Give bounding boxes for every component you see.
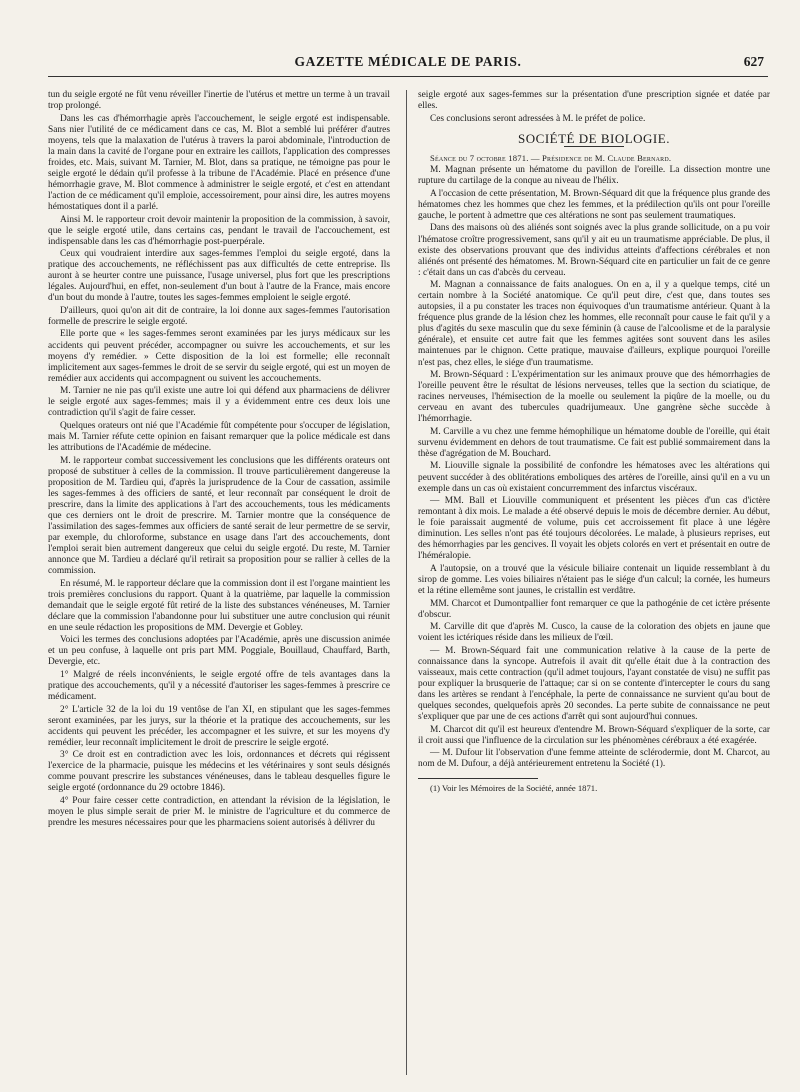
paragraph: M. Tarnier ne nie pas qu'il existe une autre loi qui défend aux pharmaciens de délivrer le seigle ergoté aux sages-femmes; mais il y a évidemment entre ces deux lois une contradiction qu'il s'agit de faire cesser. — [48, 386, 390, 419]
paragraph: 1° Malgré de réels inconvénients, le seigle ergoté offre de tels avantages dans la pratique des accouchements, qu'il y a nécessité d'autoriser les sages-femmes à prescrire ce médicament. — [48, 669, 390, 702]
seance-line: Séance du 7 octobre 1871. — Présidence de M. Claude Bernard. — [430, 152, 672, 163]
paragraph: — M. Dufour lit l'observation d'une femme atteinte de sclérodermie, dont M. Charcot, au nom de M. Dufour, a déjà antérieurement entretenu la Société (1). — [418, 748, 770, 770]
paragraph: En résumé, M. le rapporteur déclare que la commission dont il est l'organe maintient les trois premières conclusions du rapport. Quant à la quatrième, par laquelle la commission demandait que le seigle ergoté fût retiré de la liste des substances vénéneuses, M. Tarnier déclare que la commission l'abandonne pour lui substituer une autre conclusion qui réunit en une seule rédaction les propositions de MM. Devergie et Gobley. — [48, 578, 390, 633]
paragraph: M. Carville a vu chez une femme hémophilique un hématome double de l'oreille, qui était survenu évidemment en dehors de tout traumatisme. Ce fait est publié sommairement dans la thèse d'agrégation de M. Bouchard. — [418, 426, 770, 459]
section-rule — [564, 146, 624, 147]
left-column — [48, 90, 390, 1080]
paragraph: M. Magnan présente un hématome du pavillon de l'oreille. La dissection montre une rupture du cartilage de la conque au niveau de l'hélix. — [418, 165, 770, 187]
paragraph: Quelques orateurs ont nié que l'Académie fût compétente pour s'occuper de législation, mais M. Tarnier réfute cette opinion en faisant remarquer que la police médicale est dans les attributions de l'Académie de médecine. — [48, 420, 390, 453]
paragraph: MM. Charcot et Dumontpallier font remarquer ce que la pathogénie de cet ictère présente d'obscur. — [418, 598, 770, 620]
paragraph: Ces conclusions seront adressées à M. le préfet de police. — [430, 113, 646, 124]
paragraph: — MM. Ball et Liouville communiquent et présentent les pièces d'un cas d'ictère remontant à dix mois. Le malade a été observé depuis le mois de décembre dernier. Au début, le foie paraissait augmenté de volume, puis cet accroissement fit place à une légère diminution. Les selles n'ont pas été toujours décolorées. Le malade, à plusieurs reprises, eut des hémorrhagies par les gencives. Il voyait les objets colorés en vert et présentait en outre de l'héméralopie. — [418, 496, 770, 562]
paragraph: tun du seigle ergoté ne fût venu réveiller l'inertie de l'utérus et mettre un terme à un travail trop prolongé. — [48, 90, 390, 112]
paragraph: M. le rapporteur combat successivement les conclusions que les différents orateurs ont proposé de substituer à celles de la commission. Il trouve particulièrement dangereuse la proposition de M. Tardieu qui, d'après la jurisprudence de la Cour de cassation, assimile les sages-femmes à des officiers de santé, et leur reconnaît par conséquent le droit de prescrire, dans la limite des applications à l'art des accouchements, tous les médicaments que ces derniers ont le droit de prescrire. M. Tarnier montre que la conséquence de l'assimilation des sages-femmes aux officiers de santé serait de leur permettre de se servir, par exemple, du chloroforme, substance en usage dans l'art des accouchements, dont l'emploi serait bien autrement dangereux que celui du seigle ergoté. Du reste, M. Tarnier annonce que M. Tardieu a déclaré qu'il retirait sa proposition pour se rallier à celles de la commission. — [48, 455, 390, 576]
footnote: (1) Voir les Mémoires de la Société, année 1871. — [430, 783, 598, 794]
paragraph: A l'autopsie, on a trouvé que la vésicule biliaire contenait un liquide ressemblant à du sirop de gomme. Les voies biliaires n'étaient pas le siége d'un calcul; la cornée, les humeurs et la rétine ellemême sont jaunes, le cristallin est verdâtre. — [418, 563, 770, 596]
paragraph: Elle porte que « les sages-femmes seront examinées par les jurys médicaux sur les accidents qui peuvent précéder, accompagner ou suivre les accouchements, et sur les moyens d'y remédier. » Cette disposition de la loi est formelle; elle reconnaît implicitement aux sages-femmes le droit de se servir du seigle ergoté, qui est un moyen de remédier aux accidents qui accompagnent ou suivent les accouchements. — [48, 329, 390, 384]
paragraph: M. Liouville signale la possibilité de confondre les hématoses avec les altérations qui peuvent succéder à des oblitérations emboliques des artères de l'oreille, ainsi qu'il en a vu un exemple dans un cas où existaient concurremment des infarctus viscéraux. — [418, 461, 770, 494]
page-header — [48, 54, 768, 77]
paragraph: Dans des maisons où des aliénés sont soignés avec la plus grande sollicitude, on a pu voir l'hématose croître progressivement, sans qu'il y ait eu un traumatisme appréciable. De plus, il existe des observations prouvant que des individus atteints d'affections cérébrales et non aliénés ont présenté des hématomes. M. Brown-Séquard cite en particulier un fait de ce genre : c'était dans un cas d'abcès du cerveau. — [418, 223, 770, 278]
paragraph: 3° Ce droit est en contradiction avec les lois, ordonnances et décrets qui régissent l'exercice de la pharmacie, puisque les médecins et les vétérinaires y sont seuls désignés comme pouvant prescrire les substances vénéneuses, dans le tableau desquelles figure le seigle ergoté (ordonnance du 29 octobre 1846). — [48, 750, 390, 794]
footnote-rule — [418, 778, 538, 779]
paragraph: D'ailleurs, quoi qu'on ait dit de contraire, la loi donne aux sages-femmes l'autorisation formelle de prescrire le seigle ergoté. — [48, 305, 390, 327]
paragraph: Ainsi M. le rapporteur croit devoir maintenir la proposition de la commission, à savoir, que le seigle ergoté utile, dans certains cas, pendant le travail de l'accouchement, est indispensable dans les cas d'hémorrhagie post-puerpérale. — [48, 214, 390, 247]
column-divider — [406, 90, 407, 1075]
paragraph: M. Brown-Séquard : L'expérimentation sur les animaux prouve que des hémorrhagies de l'oreille peuvent être le résultat de lésions nerveuses, telles que la section du sciatique, de racines nerveuses, l'hémisection de la moelle ou seulement la piqûre de la moelle, ou du cerveau en avant des tubercules quadrijumeaux. Une gangrène sèche succède à l'hémorrhagie. — [418, 370, 770, 425]
paragraph: Voici les termes des conclusions adoptées par l'Académie, après une discussion animée et un peu confuse, à laquelle ont pris part MM. Poggiale, Bouillaud, Chauffard, Barth, Devergie, etc. — [48, 635, 390, 668]
paragraph: — M. Brown-Séquard fait une communication relative à la cause de la perte de connaissance dans la syncope. Autrefois il avait dit qu'elle était due à la contraction des vaisseaux, mais cette contraction (qu'il admet toujours, l'ayant constatée de visu) ne suffit pas pour expliquer la brusquerie de l'attaque; car si on se contente d'intercepter le cours du sang dans les artères se rendant à l'encéphale, la perte de connaissance ne survient qu'au bout de quelques secondes, quelquefois après 20 secondes. La perte subite de connaissance ne peut s'expliquer que par une de ces actions d'arrêt qui sont aujourd'hui connues. — [418, 645, 770, 722]
journal-title: GAZETTE MÉDICALE DE PARIS. — [294, 54, 522, 69]
paragraph: Dans les cas d'hémorrhagie après l'accouchement, le seigle ergoté est indispensable. Sans nier l'utilité de ce médicament dans ce cas, M. Blot a semblé lui préférer d'autres moyens, tels que la malaxation de l'utérus à travers la paroi abdominale, l'introduction de la main dans la cavité de l'organe pour en extraire les caillots, l'application des compresses froides, etc. Mais, suivant M. Tarnier, M. Blot, dans sa pratique, ne témoigne pas pour le seigle ergoté le dédain qu'il professe à la tribune de l'Académie. Placé en présence d'une hémorrhagie grave, M. Blot commence à administrer le seigle ergoté, et c'est en attendant l'action de ce médicament qu'il emploie, accessoirement, pour ainsi dire, les autres moyens hémostatiques dont il a parlé. — [48, 113, 390, 212]
right-column — [418, 90, 770, 1080]
paragraph: M. Charcot dit qu'il est heureux d'entendre M. Brown-Séquard s'expliquer de la sorte, car il croit aussi que l'influence de la circulation sur les phénomènes cérébraux a été exagérée. — [418, 724, 770, 746]
paragraph: 4° Pour faire cesser cette contradiction, en attendant la révision de la législation, le moyen le plus simple serait de prier M. le ministre de l'agriculture et du commerce de prendre les mesures nécessaires pour que les pharmaciens soient autorisés à délivrer du — [48, 795, 390, 828]
paragraph: M. Carville dit que d'après M. Cusco, la cause de la coloration des objets en jaune que voient les ictériques réside dans les milieux de l'œil. — [418, 622, 770, 644]
section-title: SOCIÉTÉ DE BIOLOGIE. — [518, 130, 670, 146]
paragraph: seigle ergoté aux sages-femmes sur la présentation d'une prescription signée et datée par elles. — [418, 90, 770, 112]
paragraph: M. Magnan a connaissance de faits analogues. On en a, il y a quelque temps, cité un certain nombre à la Société anatomique. Ce qu'il peut dire, c'est que, dans toutes ses autopsies, il a pu constater les traces non équivoques d'un traumatisme antérieur. Quant à la fréquence plus grande de la lésion chez les hommes, elle reconnaît pour cause le fait qu'il y a plus d'agités du sexe masculin que du sexe féminin (à cause de l'alcoolisme et de la paralysie générale), et ensuite cet autre fait que les femmes agitées sont souvent dans les asiles maintenues par le chignon. Cette pratique, mauvaise d'ailleurs, explique pourquoi l'oreille n'est pas, chez elles, le siége d'un traumatisme. — [418, 280, 770, 368]
paragraph: Ceux qui voudraient interdire aux sages-femmes l'emploi du seigle ergoté, dans la pratique des accouchements, ne réfléchissent pas aux difficultés de cette entreprise. Ils auront à se heurter contre une puissance, l'usage universel, plus fort que les prescriptions légales. Aujourd'hui, en effet, non-seulement d'un bout à l'autre de la France, mais encore d'un bout du monde à l'autre, toutes les sages-femmes emploient le seigle ergoté. — [48, 249, 390, 304]
paragraph: A l'occasion de cette présentation, M. Brown-Séquard dit que la fréquence plus grande des hématomes chez les hommes que chez les femmes, et la prédilection qu'ils ont pour l'oreille gauche, le portent à admettre que ces altérations ne sont pas seulement traumatiques. — [418, 188, 770, 221]
page-number: 627 — [743, 54, 764, 69]
paragraph: 2° L'article 32 de la loi du 19 ventôse de l'an XI, en stipulant que les sages-femmes seront examinées, par les jurys, sur la théorie et la pratique des accouchements, sur les accidents qui peuvent les précéder, les accompagner et les suivre, et sur les moyens d'y remédier, leur reconnaît implicitement le droit de prescrire le seigle ergoté. — [48, 704, 390, 748]
